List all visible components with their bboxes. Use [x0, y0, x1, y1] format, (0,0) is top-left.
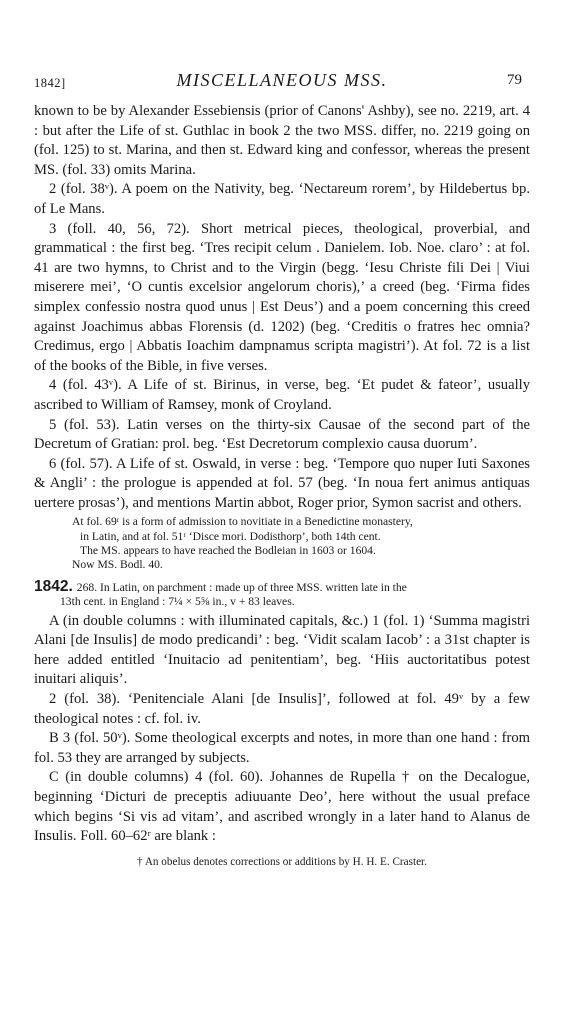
entry-number: 1842.	[34, 577, 73, 595]
paragraph-item-6: 6 (fol. 57). A Life of st. Oswald, in verse : beg. ‘Tempore quo nuper Iuti Saxones & Angli’ : the prologue is appended at fol. 57 (beg. ‘In noua fert animus antiquas uertere prosas’), and mentions Martin abbot, Roger prior, Symon sacrist and others.	[34, 455, 530, 511]
note-line: The MS. appears to have reached the Bodleian in 1603 or 1604.	[80, 543, 376, 557]
page	[34, 66, 530, 869]
running-header	[34, 66, 530, 92]
footnote: † An obelus denotes corrections or additions by H. H. E. Craster.	[137, 855, 427, 868]
paragraph-part-a: A (in double columns : with illuminated capitals, &c.) 1 (fol. 1) ‘Summa magistri Alani [de Insulis] de modo predicandi’ : beg. ‘Vidit scalam Iacob’ : a 31st chapter is here added entitled ‘Inuitacio ad penitentiam’, beg. ‘Hiis auctoritatibus potest inuitari aliquis’.	[34, 612, 530, 688]
paragraph-item-2: 2 (fol. 38ᵛ). A poem on the Nativity, beg. ‘Nectareum rorem’, by Hildebertus bp. of Le Mans.	[34, 181, 530, 217]
catalogue-entry-heading	[34, 577, 530, 610]
entry-description-line2: 13th cent. in England : 7¼ × 5⅝ in., v + 83 leaves.	[60, 595, 295, 609]
small-print-note	[34, 515, 530, 571]
page-body	[34, 102, 530, 869]
header-year: 1842]	[34, 76, 66, 90]
header-title: MISCELLANEOUS MSS.	[176, 70, 388, 90]
paragraph-item-4: 4 (fol. 43ᵛ). A Life of st. Birinus, in verse, beg. ‘Et pudet & fateor’, usually ascribed to William of Ramsey, monk of Croyland.	[34, 377, 530, 413]
paragraph-item-3: 3 (foll. 40, 56, 72). Short metrical pieces, theological, proverbial, and grammatical : the first beg. ‘Tres recipit celum . Danielem. Iob. Noe. claro’ : at fol. 41 are two hymns, to Christ and to the Virgin (begg. ‘Iesu Christe fili Dei | Viui miserere mei’, ‘O cuntis excelsior angelorum choris),’ a creed (beg. ‘Firma fides simplex confessio nostra quod unus | Est Deus’) and a poem concerning this creed against Joachimus abbas Florensis (d. 1202) (beg. ‘Creditis o fratres hec omnia? Credimus, ergo | Abbatis Ioachim dampnamus scripta magistri’). At fol. 72 is a list of the books of the Bible, in five verses.	[34, 220, 530, 374]
paragraph-part-b: B 3 (fol. 50ᵛ). Some theological excerpts and notes, in more than one hand : from fol. 53 they are arranged by subjects.	[34, 730, 530, 766]
note-line: Now MS. Bodl. 40.	[72, 557, 163, 571]
entry-description-line1: 268. In Latin, on parchment : made up of three MSS. written late in the	[76, 580, 407, 594]
page-number: 79	[507, 72, 522, 88]
note-line: in Latin, and at fol. 51ʳ ‘Disce mori. Dodisthorp’, both 14th cent.	[80, 529, 381, 543]
paragraph-part-c: C (in double columns) 4 (fol. 60). Johannes de Rupella † on the Decalogue, beginning ‘Dicturi de preceptis adiuuante Deo’, here without the usual preface which begins ‘Si vis ad vitam’, and ascribed wrongly in a later hand to Alanus de Insulis. Foll. 60–62ʳ are blank :	[34, 769, 530, 845]
paragraph-item-5: 5 (fol. 53). Latin verses on the thirty-six Causae of the second part of the Decretum of Gratian: prol. beg. ‘Est Decretorum complexio causa duorum’.	[34, 416, 530, 453]
note-line: At fol. 69ʳ is a form of admission to novitiate in a Benedictine monastery,	[72, 515, 413, 529]
paragraph-item-2b: 2 (fol. 38). ‘Penitenciale Alani [de Insulis]’, followed at fol. 49ᵛ by a few theological notes : cf. fol. iv.	[34, 691, 530, 727]
paragraph-continuation: known to be by Alexander Essebiensis (prior of Canons' Ashby), see no. 2219, art. 4 : but after the Life of st. Guthlac in book 2 the two MSS. differ, no. 2219 going on (fol. 125) to st. Marina, and then st. Edward king and confessor, whereas the present MS. (fol. 33) omits Marina.	[34, 103, 530, 178]
